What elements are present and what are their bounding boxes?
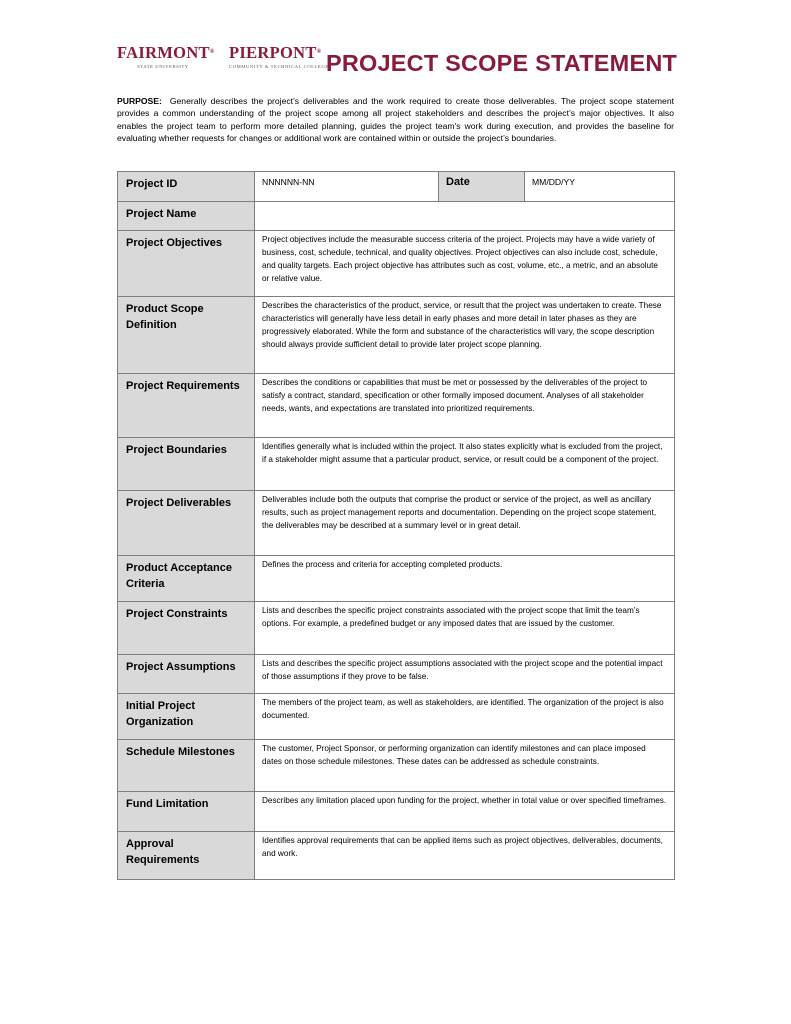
purpose-label: PURPOSE:	[117, 96, 162, 106]
row-label: Project Deliverables	[118, 491, 255, 556]
table-row	[118, 832, 675, 880]
row-label: Schedule Milestones	[118, 740, 255, 792]
row-description[interactable]: Lists and describes the specific project constraints associated with the project scope that limit the team’s options. For example, a predefined budget or any imposed dates that are issued by the customer.	[255, 602, 675, 655]
project-name-label: Project Name	[118, 202, 255, 231]
project-name-value[interactable]	[255, 202, 675, 231]
purpose-text: Generally describes the project’s deliverables and the work required to create those deliverables. The project scope statement provides a common understanding of the project scope among all project stakeholders and describes the project’s major objectives. It also enables the project team to perform more detailed planning, guides the project team’s work during execution, and provides the baseline for evaluating whether requests for changes or additional work are contained within or outside the project’s boundaries.	[117, 96, 674, 144]
scope-table	[117, 171, 675, 880]
pierpont-logo: PIERPONT® COMMUNITY & TECHNICAL COLLEGE	[229, 43, 329, 69]
row-description[interactable]: The customer, Project Sponsor, or performing organization can identify milestones and can place imposed dates on those schedule milestones. These dates can be addressed as schedule constraints.	[255, 740, 675, 792]
table-row	[118, 792, 675, 832]
fairmont-logo: FAIRMONT® STATE UNIVERSITY	[117, 43, 215, 69]
row-label: Product Acceptance Criteria	[118, 556, 255, 602]
table-row	[118, 374, 675, 438]
table-row	[118, 556, 675, 602]
page-header	[117, 44, 677, 84]
row-description[interactable]: Identifies generally what is included within the project. It also states explicitly what is excluded from the project, if a stakeholder might assume that a particular product, service, or result could be a component of the project.	[255, 438, 675, 491]
row-description[interactable]: Deliverables include both the outputs that comprise the product or service of the project, as well as ancillary results, such as project management reports and documentation. Depending on the project scope statement, the deliverables may be described at a summary level or in great detail.	[255, 491, 675, 556]
row-description[interactable]: The members of the project team, as well as stakeholders, are identified. The organization of the project is also documented.	[255, 694, 675, 740]
row-label: Product Scope Definition	[118, 297, 255, 374]
purpose-paragraph	[117, 95, 674, 145]
table-row	[118, 740, 675, 792]
row-label: Project Assumptions	[118, 655, 255, 694]
date-value[interactable]: MM/DD/YY	[525, 172, 675, 202]
project-id-label: Project ID	[118, 172, 255, 202]
table-row	[118, 202, 675, 231]
row-label: Project Objectives	[118, 231, 255, 297]
date-label: Date	[439, 172, 525, 202]
table-row	[118, 438, 675, 491]
table-row	[118, 231, 675, 297]
table-row	[118, 491, 675, 556]
row-description[interactable]: Identifies approval requirements that can be applied items such as project objectives, deliverables, documents, and work.	[255, 832, 675, 880]
row-label: Project Constraints	[118, 602, 255, 655]
row-label: Approval Requirements	[118, 832, 255, 880]
document-title: PROJECT SCOPE STATEMENT	[326, 50, 678, 76]
row-label: Fund Limitation	[118, 792, 255, 832]
project-id-value[interactable]: NNNNNN-NN	[255, 172, 439, 202]
table-row	[118, 172, 675, 202]
row-description[interactable]: Describes any limitation placed upon funding for the project, whether in total value or over specified timeframes.	[255, 792, 675, 832]
table-row	[118, 297, 675, 374]
row-description[interactable]: Project objectives include the measurable success criteria of the project. Projects may have a wide variety of business, cost, schedule, technical, and quality objectives. Project objectives can also include cost, schedule, and quality targets. Each project objective has attributes such as cost, volume, etc., a metric, and an absolute or relative value.	[255, 231, 675, 297]
row-description[interactable]: Lists and describes the specific project assumptions associated with the project scope and the potential impact of those assumptions if they prove to be false.	[255, 655, 675, 694]
row-label: Initial Project Organization	[118, 694, 255, 740]
row-description[interactable]: Describes the characteristics of the product, service, or result that the project was undertaken to create. These characteristics will generally have less detail in early phases and more detail in later phases as they are progressively elaborated. While the form and substance of the characteristics will vary, the scope description should always provide sufficient detail to provide later project scope planning.	[255, 297, 675, 374]
row-description[interactable]: Defines the process and criteria for accepting completed products.	[255, 556, 675, 602]
row-label: Project Boundaries	[118, 438, 255, 491]
table-row	[118, 602, 675, 655]
table-row	[118, 655, 675, 694]
table-row	[118, 694, 675, 740]
row-description[interactable]: Describes the conditions or capabilities that must be met or possessed by the deliverables of the project to satisfy a contract, standard, specification or other formally imposed document. Analyses of all stakeholder needs, wants, and expectations are translated into prioritized requirements.	[255, 374, 675, 438]
row-label: Project Requirements	[118, 374, 255, 438]
